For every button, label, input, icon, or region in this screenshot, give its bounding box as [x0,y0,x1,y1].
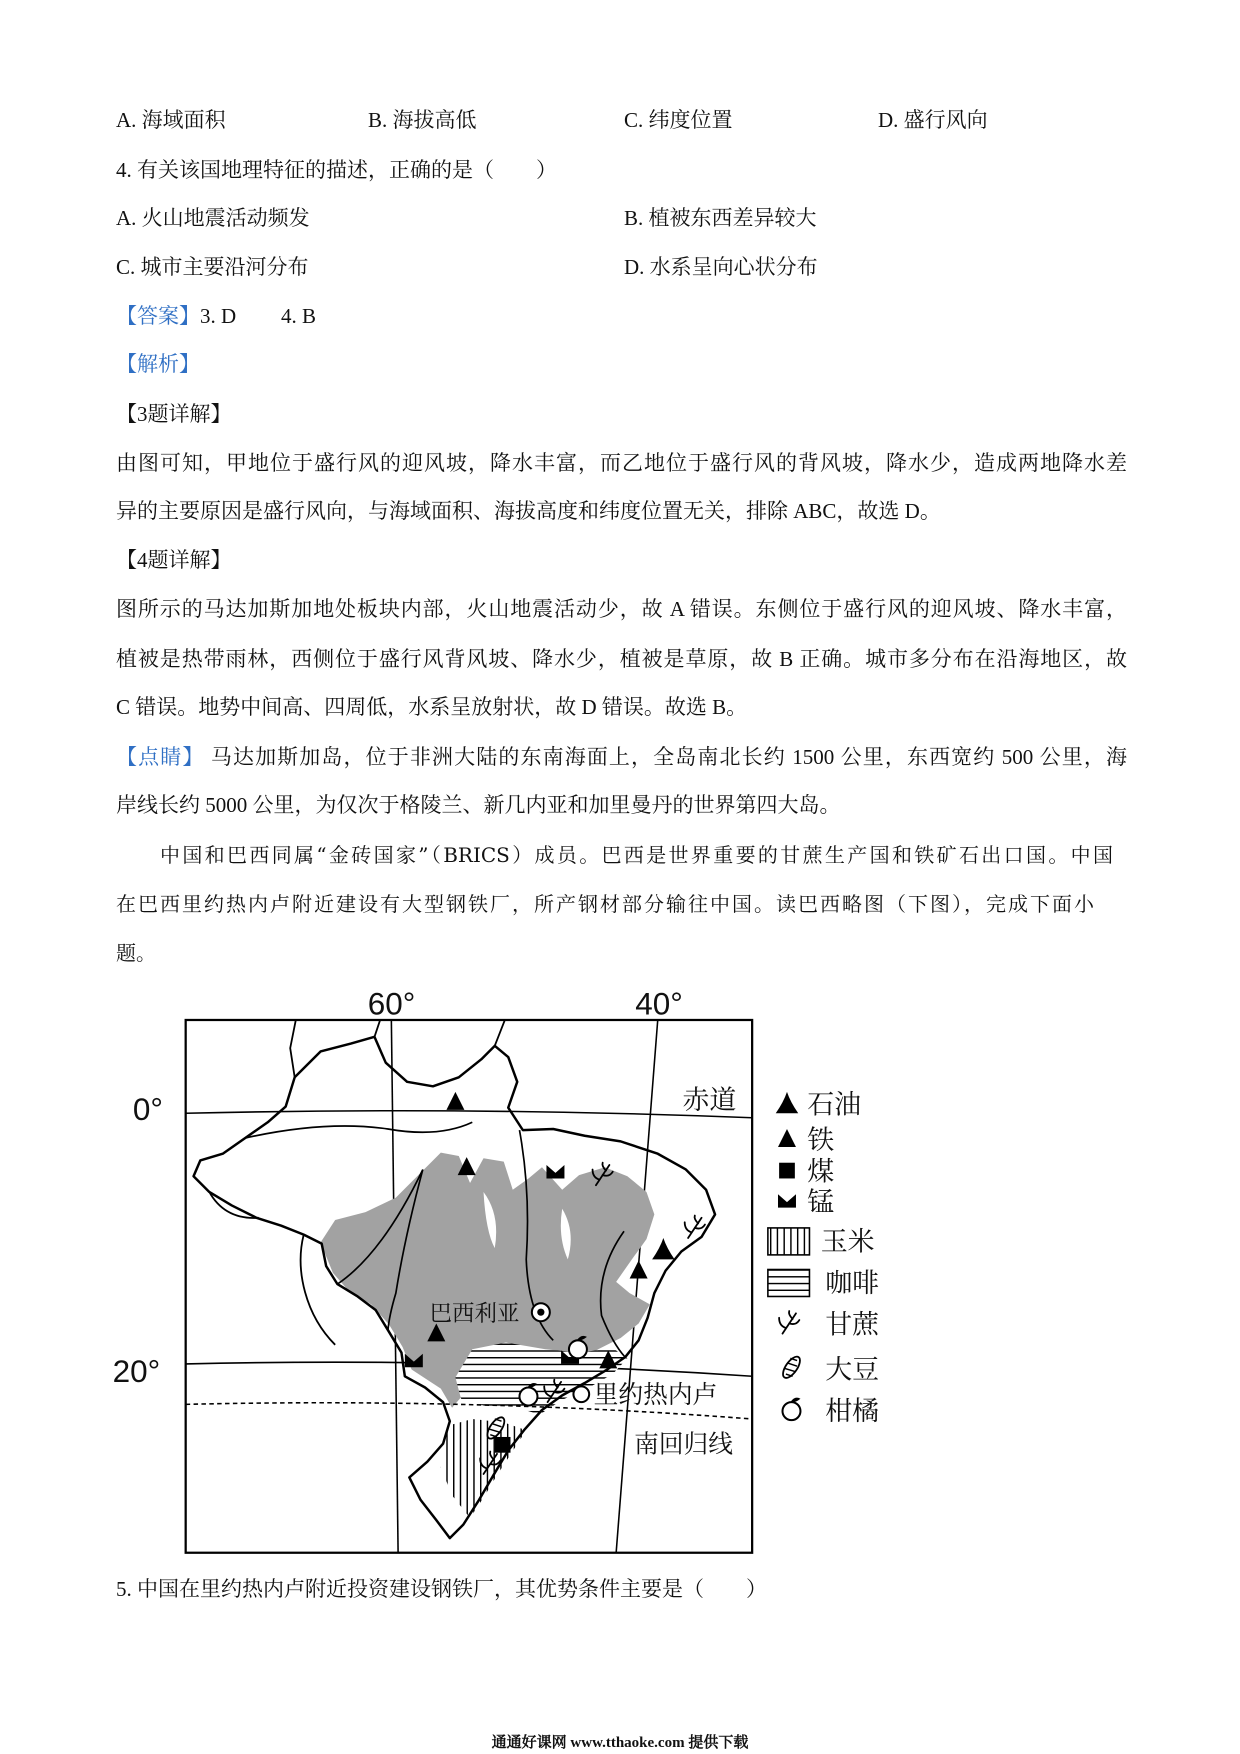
q4-detail-line: 植被是热带雨林，西侧位于盛行风背风坡、降水少，植被是草原，故 B 正确。城市多分布在沿海地区，故 [116,647,1127,671]
capital-label: 巴西利亚 [429,1301,520,1327]
legend-label: 玉米 [820,1226,875,1257]
intro-line: 中国和巴西同属“金砖国家”（BRICS）成员。巴西是世界重要的甘蔗生产国和铁矿石出口国。中国 [160,843,1113,867]
brazil-map [107,976,905,1563]
oil-icon [776,1092,798,1113]
q3-option-a: A. 海域面积 [116,108,226,132]
soybean-icon [780,1354,803,1381]
intro-line: 在巴西里约热内卢附近建设有大型钢铁厂，所产钢材部分输往中国。读巴西略图（下图），完成下面小 [116,892,1094,916]
tip-label: 【点睛】 [116,745,205,769]
q3-detail-heading: 【3题详解】 [116,402,232,426]
tip-line [116,743,1127,771]
legend-label: 咖啡 [825,1267,880,1298]
q4-option-d: D. 水系呈向心状分布 [624,255,818,279]
coal-icon [779,1163,795,1179]
q3-option-d: D. 盛行风向 [878,108,988,132]
legend-label: 石油 [807,1089,862,1120]
corn-hatch-icon [768,1228,810,1255]
longitude-label: 40° [635,986,683,1022]
q4-detail-line: 图所示的马达加斯加地处板块内部，火山地震活动少，故 A 错误。东侧位于盛行风的迎风坡、降水丰富， [116,597,1127,621]
iron-icon [778,1129,796,1147]
latitude-label: 0° [132,1092,163,1128]
q4-option-b: B. 植被东西差异较大 [624,206,817,230]
coal-icon [495,1437,511,1453]
legend-label: 大豆 [825,1354,880,1385]
tip-text: 马达加斯加岛，位于非洲大陆的东南海面上，全岛南北长约 1500 公里，东西宽约 500 公里，海 [204,745,1127,769]
q4-detail-line: C 错误。地势中间高、四周低，水系呈放射状，故 D 错误。故选 B。 [116,695,748,719]
tip-line: 岸线长约 5000 公里，为仅次于格陵兰、新几内亚和加里曼丹的世界第四大岛。 [116,793,841,817]
page-footer: 通通好课网 www.tthaoke.com 提供下载 [491,1735,749,1751]
answer-row [116,302,236,330]
q3-option-c: C. 纬度位置 [624,108,733,132]
city-marker [573,1386,589,1402]
q4-stem: 4. 有关该国地理特征的描述，正确的是（ ） [116,158,557,182]
q3-detail-line: 异的主要原因是盛行风向，与海域面积、海拔高度和纬度位置无关，排除 ABC，故选 D。 [116,499,941,523]
citrus-icon [782,1398,800,1420]
legend-label: 煤 [807,1156,835,1187]
intro-line: 题。 [116,941,156,965]
legend-label: 锰 [807,1187,835,1218]
q4-option-c: C. 城市主要沿河分布 [116,255,309,279]
answer-q3: 3. D [200,304,237,328]
sugarcane-icon [779,1311,799,1333]
city-label: 里约热内卢 [593,1382,718,1410]
q3-option-b: B. 海拔高低 [368,108,477,132]
legend-label: 甘蔗 [825,1309,880,1340]
legend-label: 铁 [807,1125,835,1156]
answer-label: 【答案】 [116,304,200,328]
latitude-label: 20° [112,1353,161,1389]
longitude-label: 60° [367,986,416,1022]
equator-label: 赤道 [682,1084,737,1115]
analysis-label: 【解析】 [116,352,200,376]
q3-detail-line: 由图可知，甲地位于盛行风的迎风坡，降水丰富，而乙地位于盛行风的背风坡，降水少，造成两地降水差 [116,451,1127,475]
q4-detail-heading: 【4题详解】 [116,548,232,572]
q4-option-a: A. 火山地震活动频发 [116,206,310,230]
tropic-label: 南回归线 [634,1431,734,1459]
coffee-hatch-icon [768,1270,810,1297]
capital-marker [532,1303,550,1321]
manganese-icon [778,1194,796,1207]
answer-q4: 4. B [281,304,317,328]
map-legend [768,1089,880,1426]
legend-label: 柑橘 [825,1396,880,1427]
q5-stem: 5. 中国在里约热内卢附近投资建设钢铁厂，其优势条件主要是（ ） [116,1577,767,1601]
